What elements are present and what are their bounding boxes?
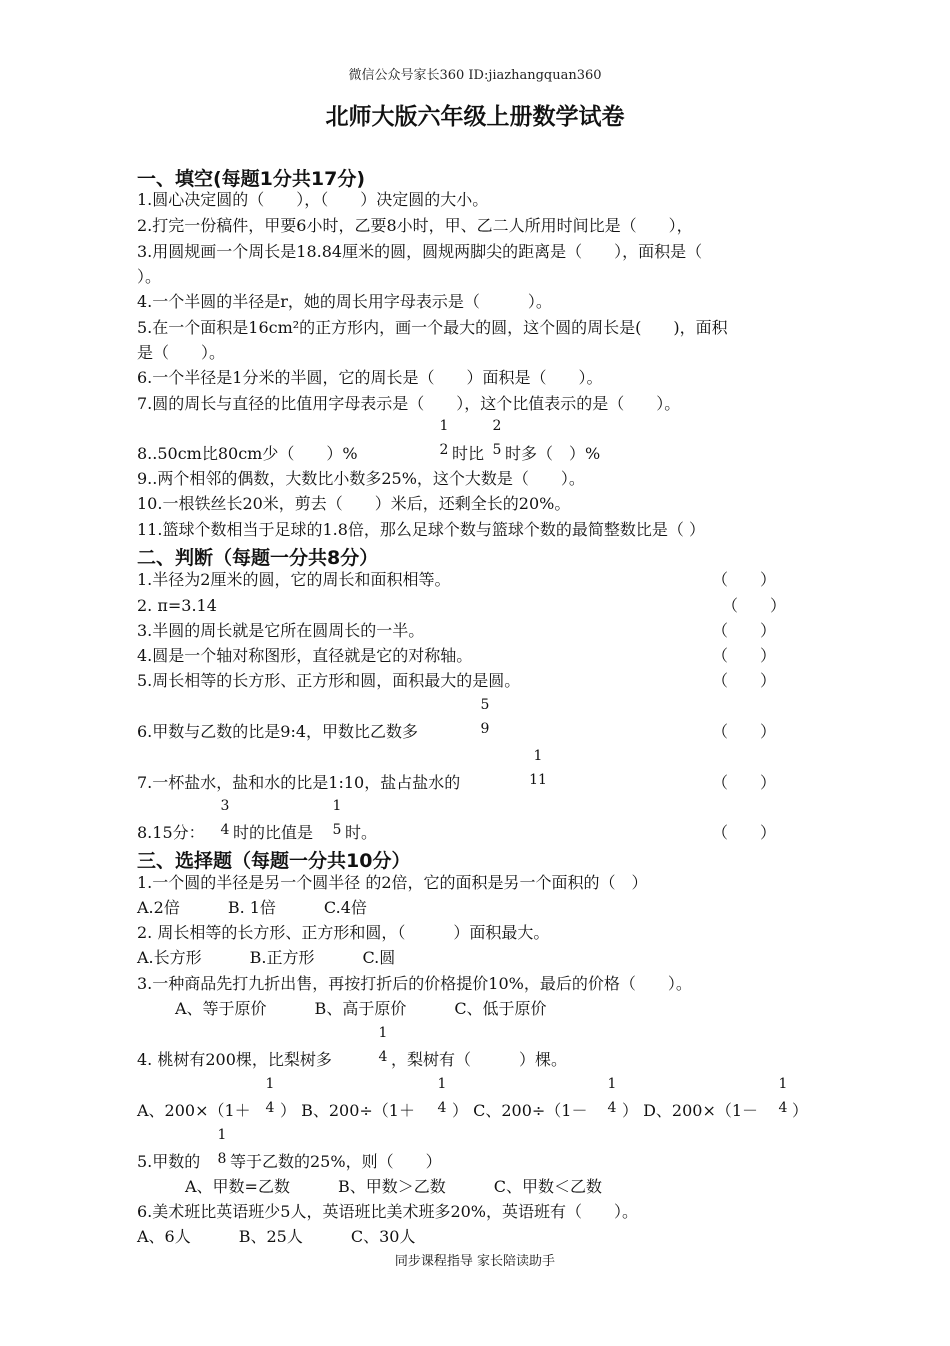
s3-q2-options: A.长方形 B.正方形 C.圆 (137, 948, 396, 967)
s1-q7: 7.圆的周长与直径的比值用字母表示是（ ），这个比值表示的是（ ）。 (137, 394, 681, 413)
s2-q5: 5.周长相等的长方形、正方形和圆，面积最大的是圆。 (137, 671, 521, 690)
s3-q4: 4. 桃树有200棵，比梨树多 (137, 1050, 332, 1069)
section1-heading: 一、填空(每题1分共17分) (137, 168, 366, 190)
s3-q3: 3.一种商品先打九折出售，再按打折后的价格提价10%，最后的价格（ ）。 (137, 974, 692, 993)
numerator: 1 (607, 1076, 617, 1092)
denominator: 4 (265, 1100, 275, 1116)
s2-q8-fraction-1 (218, 798, 232, 838)
s1-q9: 9..两个相邻的偶数，大数比小数多25%，这个大数是（ ）。 (137, 469, 585, 488)
s3-q4-option-c: ） C、200÷（1－ (452, 1101, 588, 1120)
s3-q3-options: A、等于原价 B、高于原价 C、低于原价 (175, 999, 547, 1018)
denominator: 4 (778, 1100, 788, 1116)
s1-q2: 2.打完一份稿件，甲要6小时，乙要8小时，甲、乙二人所用时间比是（ ）， (137, 216, 693, 235)
s1-q8-end: 时多（ ）% (505, 444, 601, 463)
numerator: 5 (480, 697, 490, 713)
page-header: 微信公众号家长360 ID:jiazhangquan360 (348, 68, 602, 83)
denominator: 4 (607, 1100, 617, 1116)
denominator: 5 (492, 442, 502, 458)
s2-q1: 1.半径为2厘米的圆，它的周长和面积相等。 (137, 570, 451, 589)
s3-q5-options: A、甲数=乙数 B、甲数＞乙数 C、甲数＜乙数 (185, 1177, 602, 1196)
numerator: 1 (439, 418, 449, 434)
s2-q3-answer: （ ） (712, 621, 777, 640)
s2-q3: 3.半圆的周长就是它所在圆周长的一半。 (137, 621, 425, 640)
numerator: 2 (492, 418, 502, 434)
s1-q8: 8..50cm比80cm少（ ）% (137, 444, 358, 463)
numerator: 1 (332, 798, 342, 814)
s1-q5: 5.在一个面积是16cm²的正方形内，画一个最大的圆，这个圆的周长是( )，面积 (137, 318, 728, 337)
s3-q6: 6.美术班比英语班少5人，英语班比美术班多20%，英语班有（ ）。 (137, 1202, 639, 1221)
s2-q5-answer: （ ） (712, 671, 777, 690)
s2-q2-answer: （ ） (722, 596, 787, 615)
denominator: 9 (480, 721, 490, 737)
numerator: 1 (378, 1025, 388, 1041)
s3-q1: 1.一个圆的半径是另一个圆半径 的2倍，它的面积是另一个面积的（ ） (137, 873, 648, 892)
s2-q6-fraction (478, 697, 492, 737)
s2-q2: 2. π=3.14 (137, 596, 217, 615)
s2-q7: 7.一杯盐水，盐和水的比是1:10，盐占盐水的 (137, 773, 461, 792)
s2-q7-fraction (528, 748, 548, 788)
numerator: 1 (265, 1076, 275, 1092)
s1-q3: 3.用圆规画一个周长是18.84厘米的圆，圆规两脚尖的距离是（ ），面积是（ (137, 242, 703, 261)
s3-q6-options: A、6人 B、25人 C、30人 (137, 1227, 416, 1246)
s2-q6: 6.甲数与乙数的比是9:4，甲数比乙数多 (137, 722, 419, 741)
s1-q8-fraction-1 (437, 418, 451, 458)
s2-q8-answer: （ ） (712, 823, 777, 842)
s3-q4-fraction (376, 1025, 390, 1065)
s2-q8-fraction-2 (330, 798, 344, 838)
s2-q7-answer: （ ） (712, 773, 777, 792)
s3-q4-option-a: A、200×（1＋ (137, 1101, 251, 1120)
s3-q4-option-d: ） D、200×（1－ (622, 1101, 759, 1120)
s1-q4: 4.一个半圆的半径是r，她的周长用字母表示是（ ）。 (137, 292, 552, 311)
s2-q8-mid: 时的比值是 (233, 823, 314, 842)
s1-q11: 11.篮球个数相当于足球的1.8倍，那么足球个数与篮球个数的最简整数比是（ ） (137, 520, 705, 539)
denominator: 11 (529, 772, 547, 788)
s2-q1-answer: （ ） (712, 570, 777, 589)
s1-q8-mid: 时比 (452, 444, 485, 463)
section3-heading: 三、选择题（每题一分共10分） (137, 850, 411, 872)
s2-q4: 4.圆是一个轴对称图形，直径就是它的对称轴。 (137, 646, 473, 665)
s3-q4-option-b-fraction (435, 1076, 449, 1116)
s2-q8-end: 时。 (345, 823, 378, 842)
s3-q1-options: A.2倍 B. 1倍 C.4倍 (137, 898, 367, 917)
denominator: 8 (217, 1151, 227, 1167)
denominator: 4 (437, 1100, 447, 1116)
numerator: 1 (778, 1076, 788, 1092)
s1-q1: 1.圆心决定圆的（ ），（ ）决定圆的大小。 (137, 190, 489, 209)
s3-q4-option-d-fraction (776, 1076, 790, 1116)
page-footer: 同步课程指导 家长陪读助手 (394, 1254, 556, 1269)
s3-q5-end: 等于乙数的25%，则（ ） (230, 1152, 442, 1171)
s3-q4-option-a-fraction (263, 1076, 277, 1116)
s3-q4-end: ，梨树有（ ）棵。 (391, 1050, 568, 1069)
s1-q5-cont: 是（ ）。 (137, 343, 226, 362)
denominator: 4 (220, 822, 230, 838)
numerator: 1 (437, 1076, 447, 1092)
s3-q2: 2. 周长相等的长方形、正方形和圆，（ ）面积最大。 (137, 923, 550, 942)
numerator: 1 (217, 1127, 227, 1143)
s2-q8: 8.15分： (137, 823, 205, 842)
s1-q3-cont: ）。 (137, 267, 162, 286)
s3-q4-option-b: ） B、200÷（1＋ (280, 1101, 415, 1120)
s2-q4-answer: （ ） (712, 646, 777, 665)
numerator: 3 (220, 798, 230, 814)
denominator: 2 (439, 442, 449, 458)
s3-q5: 5.甲数的 (137, 1152, 201, 1171)
s2-q6-answer: （ ） (712, 722, 777, 741)
s1-q6: 6.一个半径是1分米的半圆，它的周长是（ ）面积是（ ）。 (137, 368, 603, 387)
denominator: 4 (378, 1049, 388, 1065)
page-title: 北师大版六年级上册数学试卷 (325, 104, 625, 130)
s1-q8-fraction-2 (490, 418, 504, 458)
denominator: 5 (332, 822, 342, 838)
numerator: 1 (533, 748, 543, 764)
s3-q4-option-c-fraction (605, 1076, 619, 1116)
s3-q5-fraction (215, 1127, 229, 1167)
section2-heading: 二、判断（每题一分共8分） (137, 547, 379, 569)
s3-q4-option-end: ） (792, 1101, 809, 1120)
s1-q10: 10.一根铁丝长20米，剪去（ ）米后，还剩全长的20%。 (137, 494, 571, 513)
